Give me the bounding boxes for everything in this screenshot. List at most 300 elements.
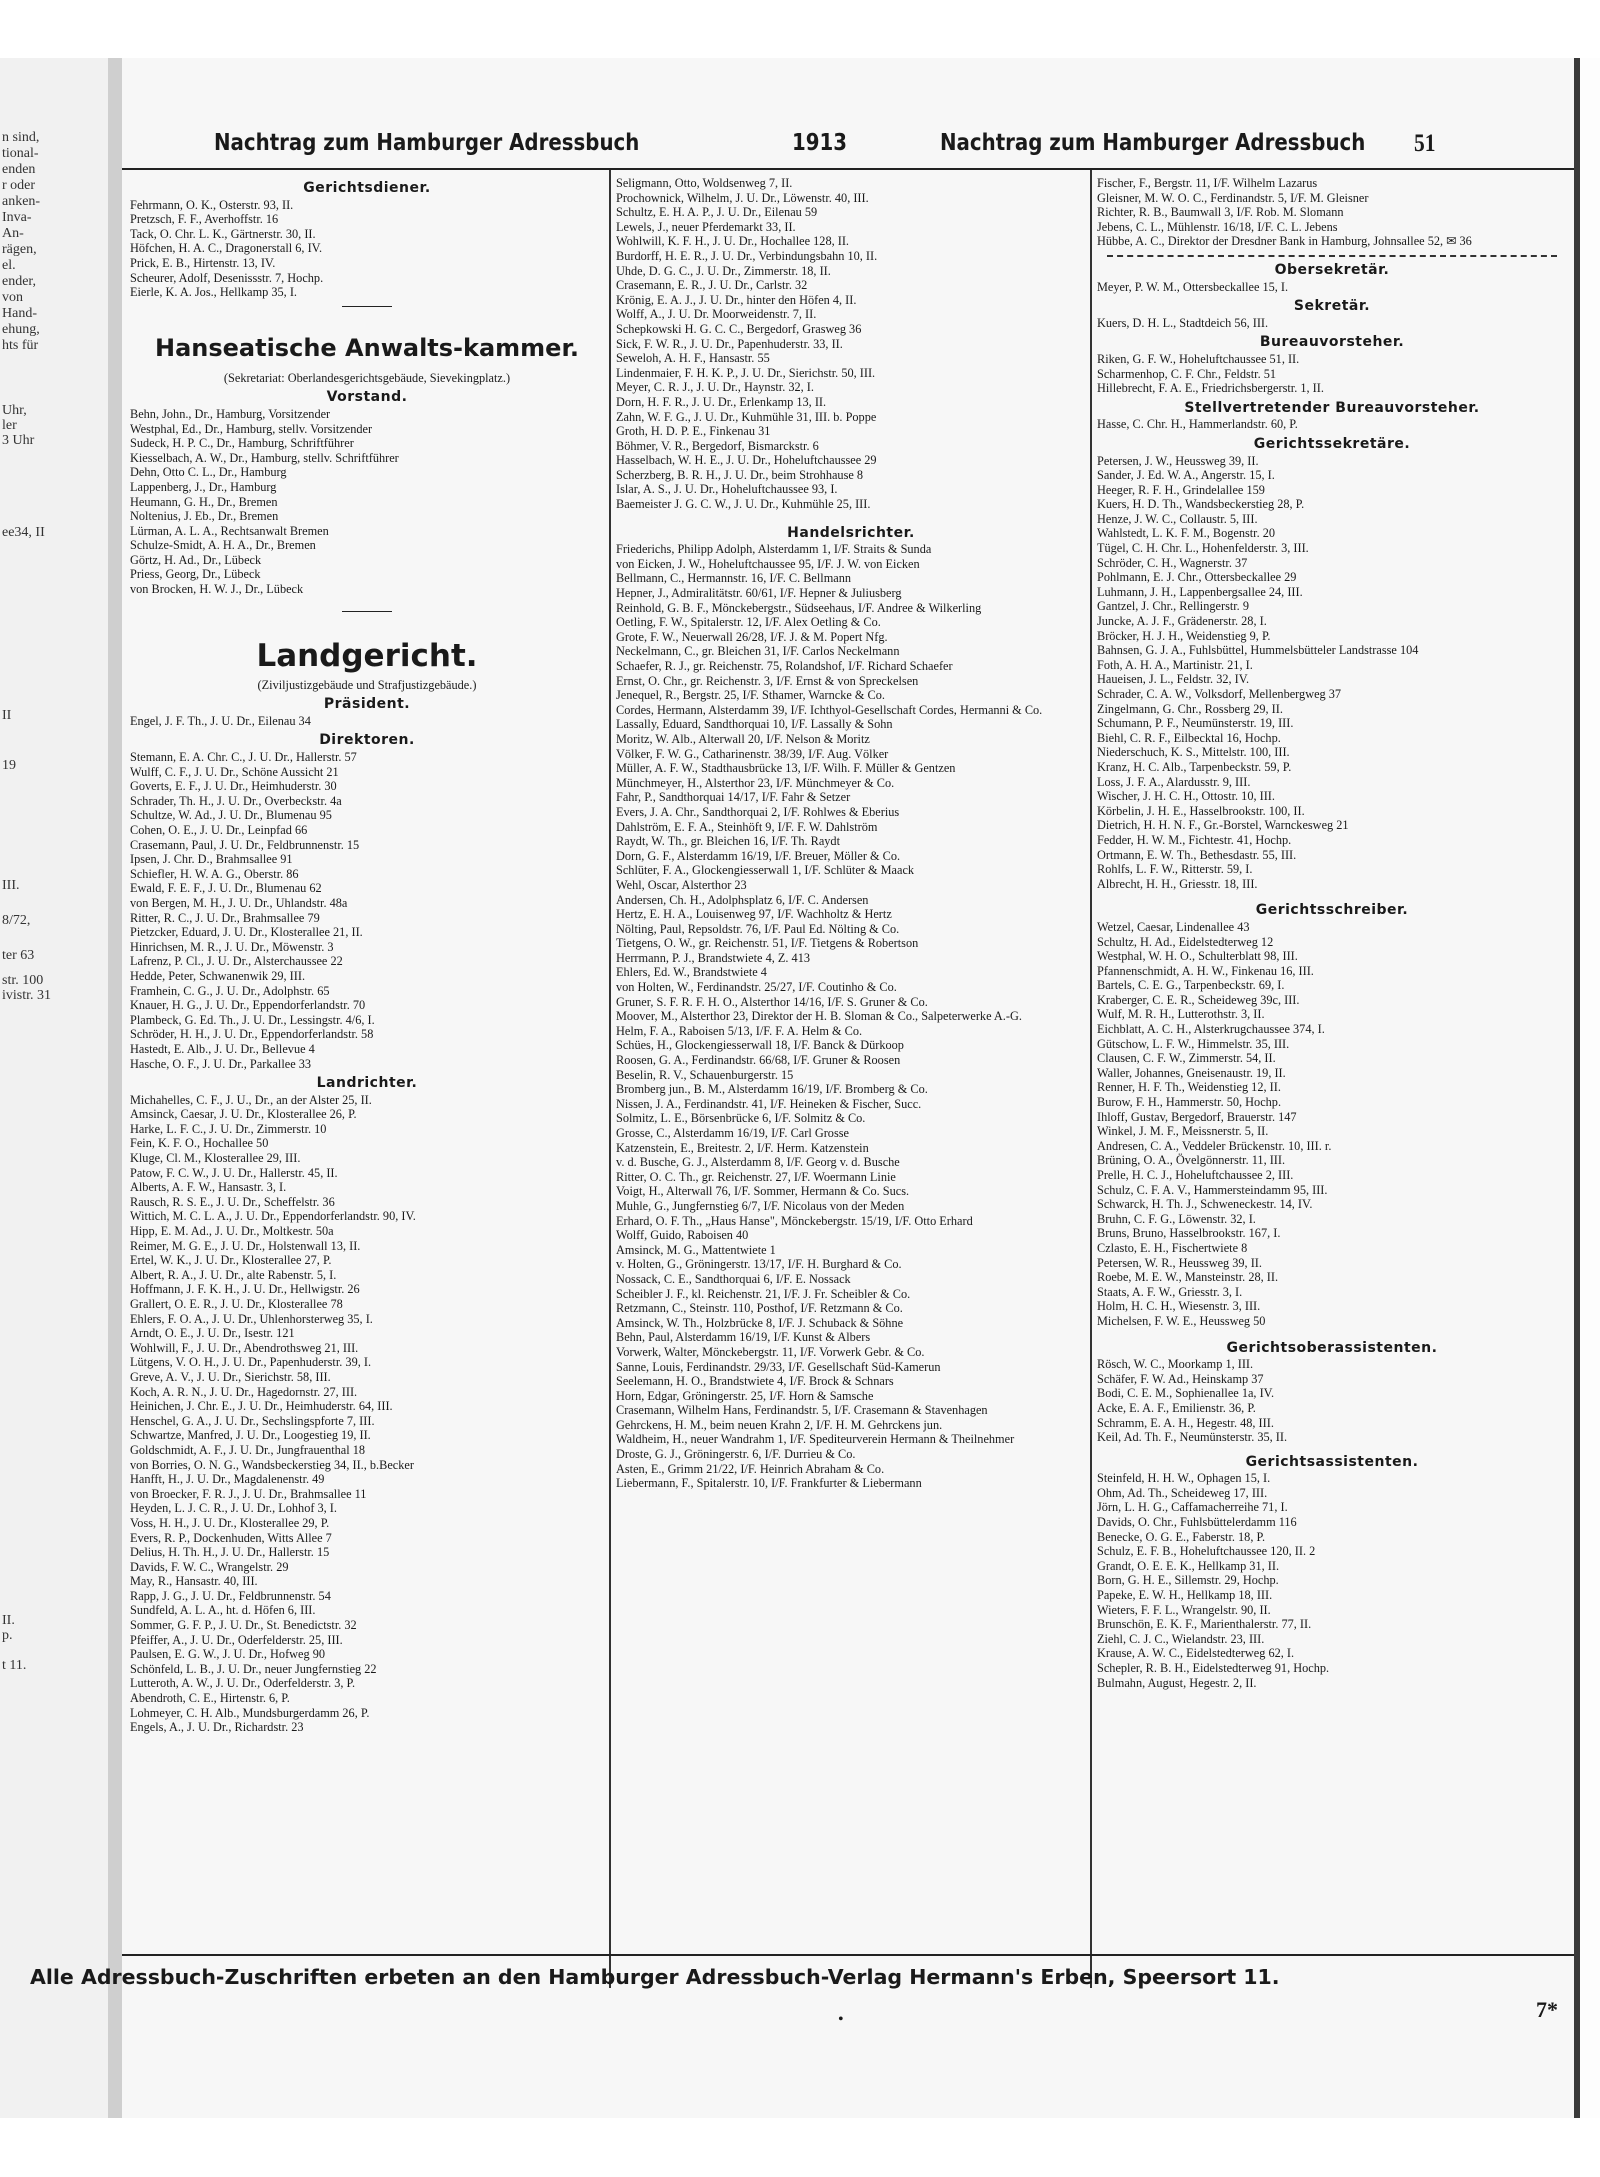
directory-entry: Clausen, C. F. W., Zimmerstr. 54, II. xyxy=(1097,1051,1276,1066)
directory-entry: Keil, Ad. Th. F., Neumünsterstr. 35, II. xyxy=(1097,1430,1288,1445)
directory-entry: Winkel, J. M. F., Meissnerstr. 5, II. xyxy=(1097,1124,1269,1139)
directory-entry: Greve, A. V., J. U. Dr., Sierichstr. 58, III. xyxy=(130,1369,331,1384)
directory-entry: Erhard, O. F. Th., „Haus Hanse", Mönckebergstr. 15/19, I/F. Otto Erhard xyxy=(616,1213,973,1228)
list-gerichtsassistenten xyxy=(1097,1471,1567,1690)
directory-entry: Wolff, Guido, Raboisen 40 xyxy=(616,1228,749,1243)
dashed-divider xyxy=(1107,255,1557,257)
directory-entry: Wetzel, Caesar, Lindenallee 43 xyxy=(1097,919,1250,934)
running-header xyxy=(122,126,1574,166)
directory-entry: von Borries, O. N. G., Wandsbeckerstieg 34, II., b.Becker xyxy=(130,1457,414,1472)
directory-entry: Schröder, H. H., J. U. Dr., Eppendorferlandstr. 58 xyxy=(130,1027,374,1042)
directory-entry: Hinrichsen, M. R., J. U. Dr., Möwenstr. 3 xyxy=(130,939,334,954)
directory-entry: Acke, E. A. F., Emilienstr. 36, P. xyxy=(1097,1400,1256,1415)
directory-entry: Burow, F. H., Hammerstr. 50, Hochp. xyxy=(1097,1095,1282,1110)
margin-fragment: str. 100 xyxy=(2,973,44,988)
directory-entry: Wahlstedt, L. K. F. M., Bogenstr. 20 xyxy=(1097,526,1276,541)
directory-entry: Kraberger, C. E. R., Scheideweg 39c, III. xyxy=(1097,992,1300,1007)
directory-entry: Hillebrecht, F. A. E., Friedrichsbergerstr. 1, II. xyxy=(1097,381,1324,396)
directory-entry: Solmitz, L. E., Börsenbrücke 6, I/F. Solmitz & Co. xyxy=(616,1111,866,1126)
section-title-handelsrichter: Handelsrichter. xyxy=(787,524,915,541)
header-rule xyxy=(122,168,1574,170)
directory-entry: Lutteroth, A. W., J. U. Dr., Oderfelderstr. 3, P. xyxy=(130,1676,356,1691)
directory-entry: Rausch, R. S. E., J. U. Dr., Scheffelstr. 36 xyxy=(130,1194,335,1209)
directory-entry: Evers, R. P., Dockenhuden, Witts Allee 7 xyxy=(130,1530,332,1545)
directory-entry: Lassally, Eduard, Sandthorquai 10, I/F. Lassally & Sohn xyxy=(616,717,893,732)
directory-entry: May, R., Hansastr. 40, III. xyxy=(130,1574,258,1589)
directory-entry: Waller, Johannes, Gneisenaustr. 19, II. xyxy=(1097,1065,1286,1080)
directory-entry: Patow, F. C. W., J. U. Dr., Hallerstr. 45, II. xyxy=(130,1165,338,1180)
directory-entry: von Eicken, J. W., Hoheluftchaussee 95, I/F. J. W. von Eicken xyxy=(616,556,920,571)
section-title-bureauvorsteher: Bureauvorsteher. xyxy=(1259,334,1405,351)
directory-entry: Sander, J. Ed. W. A., Angerstr. 15, I. xyxy=(1097,468,1275,483)
footer-rule xyxy=(122,1954,1574,1956)
directory-entry: Juncke, A. J. F., Grädenerstr. 28, I. xyxy=(1097,614,1267,629)
margin-fragment: II. xyxy=(2,1613,15,1628)
directory-entry: Groth, H. D. P. E., Finkenau 31 xyxy=(616,424,771,439)
directory-entry: Eichblatt, A. C. H., Alsterkrugchaussee 374, I. xyxy=(1097,1022,1325,1037)
directory-entry: Andresen, C. A., Veddeler Brückenstr. 10, III. r. xyxy=(1097,1138,1332,1153)
list-gerichtsdiener xyxy=(130,198,604,300)
directory-entry: von Brocken, H. W. J., Dr., Lübeck xyxy=(130,582,304,597)
adjacent-page-fragment xyxy=(0,58,112,2118)
header-title-right: Nachtrag zum Hamburger Adressbuch xyxy=(940,130,1366,156)
directory-entry: Moover, M., Alsterthor 23, Direktor der H. B. Sloman & Co., Salpeterwerke A.-G. xyxy=(616,1009,1022,1024)
directory-entry: Lürman, A. L. A., Rechtsanwalt Bremen xyxy=(130,523,329,538)
directory-entry: Herrmann, P. J., Brandstwiete 4, Z. 413 xyxy=(616,950,810,965)
list-sekretaer xyxy=(1097,316,1567,331)
margin-fragment: anken- xyxy=(2,194,41,209)
directory-entry: Engels, A., J. U. Dr., Richardstr. 23 xyxy=(130,1720,304,1735)
section-title-vorstand: Vorstand. xyxy=(326,389,408,406)
directory-entry: Gantzel, J. Chr., Rellingerstr. 9 xyxy=(1097,599,1249,614)
directory-entry: Kiesselbach, A. W., Dr., Hamburg, stellv. Schriftführer xyxy=(130,450,399,465)
directory-entry: Gleisner, M. W. O. C., Ferdinandstr. 5, I/F. M. Gleisner xyxy=(1097,190,1369,205)
signature-mark: 7* xyxy=(1536,1997,1558,2022)
list-gerichtsschreiber xyxy=(1097,920,1567,1329)
directory-entry: Tack, O. Chr. L. K., Gärtnerstr. 30, II. xyxy=(130,226,316,241)
directory-entry: Ehlers, Ed. W., Brandstwiete 4 xyxy=(616,965,767,980)
directory-entry: Schäfer, F. W. Ad., Heinskamp 37 xyxy=(1097,1371,1264,1386)
margin-fragment: ler xyxy=(2,418,17,433)
directory-entry: Hanfft, H., J. U. Dr., Magdalenenstr. 49 xyxy=(130,1472,325,1487)
directory-entry: Krause, A. W. C., Eidelstedterweg 62, I. xyxy=(1097,1646,1295,1661)
directory-entry: Davids, O. Chr., Fuhlsbüttelerdamm 116 xyxy=(1097,1515,1297,1530)
directory-entry: Dorn, G. F., Alsterdamm 16/19, I/F. Breuer, Möller & Co. xyxy=(616,848,901,863)
directory-entry: Ohm, Ad. Th., Scheideweg 17, III. xyxy=(1097,1485,1268,1500)
directory-entry: Baemeister J. G. C. W., J. U. Dr., Kuhmühle 25, III. xyxy=(616,497,871,512)
directory-entry: Kuers, H. D. Th., Wandsbeckerstieg 28, P. xyxy=(1097,497,1305,512)
directory-entry: Scheurer, Adolf, Desenissstr. 7, Hochp. xyxy=(130,270,324,285)
directory-entry: Amsinck, W. Th., Holzbrücke 8, I/F. J. Schuback & Söhne xyxy=(616,1315,904,1330)
directory-entry: Friederichs, Philipp Adolph, Alsterdamm 1, I/F. Straits & Sunda xyxy=(616,542,932,557)
list-gerichtssekretaere xyxy=(1097,454,1567,892)
directory-entry: Nissen, J. A., Ferdinandstr. 41, I/F. Heineken & Fischer, Succ. xyxy=(616,1096,922,1111)
directory-entry: Fahr, P., Sandthorquai 14/17, I/F. Fahr & Setzer xyxy=(616,790,851,805)
directory-entry: Biehl, C. R. F., Eilbecktal 16, Hochp. xyxy=(1097,730,1281,745)
directory-entry: Wischer, J. H. C. H., Ottostr. 10, III. xyxy=(1097,789,1275,804)
directory-entry: Lappenberg, J., Dr., Hamburg xyxy=(130,479,277,494)
margin-fragment: el. xyxy=(2,258,16,273)
directory-entry: Tietgens, O. W., gr. Reichenstr. 51, I/F. Tietgens & Robertson xyxy=(616,936,919,951)
directory-entry: Brunschön, E. K. F., Marienthalerstr. 77, II. xyxy=(1097,1617,1312,1632)
directory-entry: Prelle, H. C. J., Hoheluftchaussee 2, III. xyxy=(1097,1168,1294,1182)
list-handelsrichter xyxy=(616,542,1086,1491)
section-title-landrichter: Landrichter. xyxy=(316,1075,418,1092)
margin-fragment: rägen, xyxy=(2,242,37,257)
directory-entry: Kluge, Cl. M., Klosterallee 29, III. xyxy=(130,1151,301,1166)
directory-entry: Hasse, C. Chr. H., Hammerlandstr. 60, P. xyxy=(1097,417,1298,432)
margin-fragment: 8/72, xyxy=(2,913,31,928)
directory-entry: Bromberg jun., B. M., Alsterdamm 16/19, I/F. Bromberg & Co. xyxy=(616,1082,928,1097)
directory-entry: Zingelmann, G. Chr., Rossberg 29, II. xyxy=(1097,701,1283,716)
section-title-gerichtsdiener: Gerichtsdiener. xyxy=(303,180,431,196)
directory-entry: Davids, F. W. C., Wrangelstr. 29 xyxy=(130,1559,289,1574)
directory-entry: Bruns, Bruno, Hasselbrookstr. 167, I. xyxy=(1097,1226,1281,1241)
directory-entry: Schües, H., Glockengiesserwall 18, I/F. Banck & Dürkoop xyxy=(616,1038,904,1053)
directory-entry: Schulz, C. F. A. V., Hammersteindamm 95, III. xyxy=(1097,1182,1328,1197)
directory-entry: Heumann, G. H., Dr., Bremen xyxy=(130,494,278,509)
directory-entry: Katzenstein, E., Breitestr. 2, I/F. Herm. Katzenstein xyxy=(616,1140,869,1155)
directory-entry: Amsinck, M. G., Mattentwiete 1 xyxy=(616,1242,776,1257)
directory-entry: Niederschuch, K. S., Mittelstr. 100, III. xyxy=(1097,745,1290,760)
directory-entry: Prick, E. B., Hirtenstr. 13, IV. xyxy=(130,255,276,270)
directory-entry: Kranz, H. C. Alb., Tarpenbeckstr. 59, P. xyxy=(1097,759,1292,774)
directory-entry: Ipsen, J. Chr. D., Brahmsallee 91 xyxy=(130,852,293,867)
divider xyxy=(342,611,392,612)
directory-entry: Rohlfs, L. F. W., Ritterstr. 59, I. xyxy=(1097,862,1253,877)
directory-entry: von Holten, W., Ferdinandstr. 25/27, I/F. Coutinho & Co. xyxy=(616,980,897,995)
directory-entry: Scherzberg, B. R. H., J. U. Dr., beim Strohhause 8 xyxy=(616,467,864,482)
section-subtitle-anwaltskammer: (Sekretariat: Oberlandesgerichtsgebäude, Sievekingplatz.) xyxy=(223,370,511,385)
list-landrichter xyxy=(130,1093,604,1735)
directory-entry: Evers, J. A. Chr., Sandthorquai 2, I/F. Rohlwes & Eberius xyxy=(616,804,900,819)
directory-entry: Gehrckens, H. M., beim neuen Krahn 2, I/F. H. M. Gehrckens jun. xyxy=(616,1417,943,1432)
directory-entry: Ehlers, F. O. A., J. U. Dr., Uhlenhorsterweg 35, I. xyxy=(130,1311,373,1326)
directory-entry: Sundfeld, A. L. A., ht. d. Höfen 6, III. xyxy=(130,1603,316,1618)
margin-fragment: III. xyxy=(2,878,20,893)
directory-entry: Bulmahn, August, Hegestr. 2, II. xyxy=(1097,1675,1257,1690)
directory-entry: Westphal, Ed., Dr., Hamburg, stellv. Vorsitzender xyxy=(130,421,373,436)
scan-margin-bottom xyxy=(0,2118,1600,2177)
directory-entry: Pretzsch, F. F., Averhoffstr. 16 xyxy=(130,212,279,227)
directory-entry: Schulz, E. F. B., Hoheluftchaussee 120, II. 2 xyxy=(1097,1544,1316,1559)
section-title-direktoren: Direktoren. xyxy=(319,732,415,749)
directory-entry: Ewald, F. E. F., J. U. Dr., Blumenau 62 xyxy=(130,881,322,896)
header-title-left: Nachtrag zum Hamburger Adressbuch xyxy=(214,130,640,156)
directory-entry: Wulff, C. F., J. U. Dr., Schöne Aussicht 21 xyxy=(130,764,339,779)
directory-entry: Hastedt, E. Alb., J. U. Dr., Bellevue 4 xyxy=(130,1041,315,1056)
directory-entry: Schwartze, Manfred, J. U. Dr., Loogestieg 19, II. xyxy=(130,1428,371,1443)
directory-entry: Höfchen, H. A. C., Dragonerstall 6, IV. xyxy=(130,241,323,256)
directory-entry: Hepner, J., Admiralitätstr. 60/61, I/F. Hepner & Juliusberg xyxy=(616,586,902,601)
margin-fragment: 19 xyxy=(2,758,16,773)
directory-entry: v. d. Busche, G. J., Alsterdamm 8, I/F. Georg v. d. Busche xyxy=(616,1155,900,1170)
directory-entry: Voigt, H., Alterwall 76, I/F. Sommer, Hermann & Co. Sucs. xyxy=(616,1184,910,1199)
margin-fragment: hts für xyxy=(2,338,39,353)
directory-entry: Michahelles, C. F., J. U., Dr., an der Alster 25, II. xyxy=(130,1092,372,1107)
section-title-obersekretaer: Obersekretär. xyxy=(1274,261,1390,278)
directory-entry: Czlasto, E. H., Fischertwiete 8 xyxy=(1097,1240,1248,1255)
directory-entry: Nossack, C. E., Sandthorquai 6, I/F. E. Nossack xyxy=(616,1271,851,1286)
directory-entry: Abendroth, C. E., Hirtenstr. 6, P. xyxy=(130,1691,290,1706)
directory-entry: Neckelmann, C., gr. Bleichen 31, I/F. Carlos Neckelmann xyxy=(616,644,900,659)
directory-entry: Grallert, O. E. R., J. U. Dr., Klosterallee 78 xyxy=(130,1297,343,1311)
section-title-gerichtsschreiber: Gerichtsschreiber. xyxy=(1255,902,1409,919)
list-stellv-bureauvorsteher xyxy=(1097,417,1567,432)
margin-fragment: 3 Uhr xyxy=(2,433,35,448)
directory-entry: Papeke, E. W. H., Hellkamp 18, III. xyxy=(1097,1588,1273,1603)
directory-entry: Fehrmann, O. K., Osterstr. 93, II. xyxy=(130,197,294,212)
list-gerichtsoberassistenten xyxy=(1097,1357,1567,1445)
directory-entry: Burdorff, H. E. R., J. U. Dr., Verbindungsbahn 10, II. xyxy=(616,248,878,263)
directory-entry: Hertz, E. H. A., Louisenweg 97, I/F. Wachholtz & Hertz xyxy=(616,907,892,922)
directory-entry: Cordes, Hermann, Alsterdamm 39, I/F. Ichthyol-Gesellschaft Cordes, Hermanni & Co. xyxy=(616,702,1043,717)
directory-entry: Crasemann, Wilhelm Hans, Ferdinandstr. 5, I/F. Crasemann & Stavenhagen xyxy=(616,1403,988,1418)
directory-entry: Wieters, F. F. L., Wrangelstr. 90, II. xyxy=(1097,1602,1271,1617)
bullet-mark: • xyxy=(838,2011,844,2028)
directory-entry: Bartels, C. E. G., Tarpenbeckstr. 69, I. xyxy=(1097,978,1285,993)
margin-fragment: Uhr, xyxy=(2,403,27,418)
directory-entry: Haueisen, J. L., Feldstr. 32, IV. xyxy=(1097,672,1250,687)
directory-entry: Bahnsen, G. J. A., Fuhlsbüttel, Hummelsbütteler Landstrasse 104 xyxy=(1097,643,1419,658)
directory-entry: Reimer, M. G. E., J. U. Dr., Holstenwall 13, II. xyxy=(130,1238,361,1253)
directory-entry: Pfeiffer, A., J. U. Dr., Oderfelderstr. 25, III. xyxy=(130,1632,343,1647)
margin-fragment: t 11. xyxy=(2,1658,27,1673)
directory-entry: Hasselbach, W. H. E., J. U. Dr., Hoheluftchaussee 29 xyxy=(616,453,877,468)
directory-entry: Gruner, S. F. R. F. H. O., Alsterthor 14/16, I/F. S. Gruner & Co. xyxy=(616,994,928,1009)
column-1 xyxy=(130,176,604,1735)
directory-entry: Crasemann, E. R., J. U. Dr., Carlstr. 32 xyxy=(616,278,808,293)
directory-entry: Zahn, W. F. G., J. U. Dr., Kuhmühle 31, III. b. Poppe xyxy=(616,409,877,424)
directory-entry: Fischer, F., Bergstr. 11, I/F. Wilhelm Lazarus xyxy=(1097,176,1318,190)
directory-entry: Ritter, O. C. Th., gr. Reichenstr. 27, I/F. Woermann Linie xyxy=(616,1169,896,1184)
directory-entry: Albert, R. A., J. U. Dr., alte Rabenstr. 5, I. xyxy=(130,1267,337,1282)
directory-entry: Westphal, W. H. O., Schulterblatt 98, III. xyxy=(1097,949,1298,964)
section-title-gerichtsassistenten: Gerichtsassistenten. xyxy=(1245,1453,1419,1470)
directory-entry: Born, G. H. E., Sillemstr. 29, Hochp. xyxy=(1097,1573,1279,1588)
directory-entry: Behn, John., Dr., Hamburg, Vorsitzender xyxy=(130,406,331,421)
directory-entry: Uhde, D. G. C., J. U. Dr., Zimmerstr. 18, II. xyxy=(616,263,831,278)
directory-entry: Seweloh, A. H. F., Hansastr. 55 xyxy=(616,351,770,366)
directory-entry: Lafrenz, P. Cl., J. U. Dr., Alsterchaussee 22 xyxy=(130,954,343,969)
list-praesident xyxy=(130,714,604,729)
margin-fragment: II xyxy=(2,708,12,723)
directory-entry: Renner, H. F. Th., Weidenstieg 12, II. xyxy=(1097,1080,1281,1095)
directory-entry: Rapp, J. G., J. U. Dr., Feldbrunnenstr. 54 xyxy=(130,1588,331,1603)
directory-entry: Sanne, Louis, Ferdinandstr. 29/33, I/F. Gesellschaft Süd-Kamerun xyxy=(616,1359,941,1374)
list-col3-continued xyxy=(1097,176,1567,249)
directory-entry: Hübbe, A. C., Direktor der Dresdner Bank in Hamburg, Johnsallee 52, ✉ 36 xyxy=(1097,234,1472,249)
directory-entry: Loss, J. F. A., Alardusstr. 9, III. xyxy=(1097,774,1251,789)
directory-entry: Müller, A. F. W., Stadthausbrücke 13, I/F. Wilh. F. Müller & Gentzen xyxy=(616,761,956,776)
directory-entry: Helm, F. A., Raboisen 5/13, I/F. F. A. Helm & Co. xyxy=(616,1023,863,1038)
directory-entry: Riken, G. F. W., Hoheluftchaussee 51, II. xyxy=(1097,351,1300,366)
list-bureauvorsteher xyxy=(1097,352,1567,396)
directory-entry: Voss, H. H., J. U. Dr., Klosterallee 29, P. xyxy=(130,1515,330,1530)
directory-entry: Jörn, L. H. G., Caffamacherreihe 71, I. xyxy=(1097,1500,1288,1515)
margin-fragment: von xyxy=(2,290,23,305)
directory-entry: Jebens, C. L., Mühlenstr. 16/18, I/F. C. L. Jebens xyxy=(1097,219,1338,234)
directory-entry: Ertel, W. K., J. U. Dr., Klosterallee 27, P. xyxy=(130,1253,332,1268)
margin-fragment: ehung, xyxy=(2,322,40,337)
directory-entry: Schröder, C. H., Wagnerstr. 37 xyxy=(1097,555,1248,570)
directory-entry: Behn, Paul, Alsterdamm 16/19, I/F. Kunst & Albers xyxy=(616,1330,871,1345)
margin-fragment: ter 63 xyxy=(2,948,35,963)
directory-entry: Framhein, C. G., J. U. Dr., Adolphstr. 65 xyxy=(130,983,330,998)
directory-entry: Islar, A. S., J. U. Dr., Hoheluftchaussee 93, I. xyxy=(616,482,838,497)
directory-entry: Knauer, H. G., J. U. Dr., Eppendorferlandstr. 70 xyxy=(130,998,366,1013)
directory-entry: Roosen, G. A., Ferdinandstr. 66/68, I/F. Gruner & Roosen xyxy=(616,1053,901,1068)
list-col2-continued xyxy=(616,176,1086,512)
directory-entry: Bodi, C. E. M., Sophienallee 1a, IV. xyxy=(1097,1386,1275,1401)
directory-entry: Scheibler J. F., kl. Reichenstr. 21, I/F. J. Fr. Scheibler & Co. xyxy=(616,1286,911,1301)
margin-fragment: tional- xyxy=(2,146,39,161)
directory-entry: Petersen, W. R., Heussweg 39, II. xyxy=(1097,1255,1262,1270)
footer-notice: Alle Adressbuch-Zuschriften erbeten an den Hamburger Adressbuch-Verlag Hermann's Erben, Speersort 11. xyxy=(30,1965,1280,1989)
directory-entry: Arndt, O. E., J. U. Dr., Isestr. 121 xyxy=(130,1326,295,1341)
directory-entry: Nölting, Paul, Repsoldstr. 76, I/F. Paul Ed. Nölting & Co. xyxy=(616,921,900,936)
directory-entry: Meyer, C. R. J., J. U. Dr., Haynstr. 32, I. xyxy=(616,380,814,395)
directory-entry: Hedde, Peter, Schwanenwik 29, III. xyxy=(130,968,306,983)
directory-entry: Schlüter, F. A., Glockengiesserwall 1, I/F. Schlüter & Maack xyxy=(616,863,915,878)
directory-entry: Harke, L. F. C., J. U. Dr., Zimmerstr. 10 xyxy=(130,1121,327,1136)
directory-entry: Henschel, G. A., J. U. Dr., Sechslingspforte 7, III. xyxy=(130,1413,375,1428)
directory-entry: Luhmann, J. H., Lappenbergsallee 24, III. xyxy=(1097,584,1303,599)
directory-entry: Plambeck, G. Ed. Th., J. U. Dr., Lessingstr. 4/6, I. xyxy=(130,1012,375,1027)
directory-entry: Horn, Edgar, Gröningerstr. 25, I/F. Horn & Samsche xyxy=(616,1388,874,1403)
directory-entry: Schumann, P. F., Neumünsterstr. 19, III. xyxy=(1097,716,1294,731)
directory-entry: Bruhn, C. F. G., Löwenstr. 32, I. xyxy=(1097,1211,1256,1226)
directory-entry: Ernst, O. Chr., gr. Reichenstr. 3, I/F. Ernst & von Spreckelsen xyxy=(616,673,919,688)
directory-entry: Bellmann, C., Hermannstr. 16, I/F. C. Bellmann xyxy=(616,571,852,586)
directory-entry: Schultze, W. Ad., J. U. Dr., Blumenau 95 xyxy=(130,808,332,823)
section-title-gerichtsoberassistenten: Gerichtsoberassistenten. xyxy=(1226,1339,1438,1356)
directory-entry: Paulsen, E. G. W., J. U. Dr., Hofweg 90 xyxy=(130,1647,326,1662)
directory-entry: von Broecker, F. R. J., J. U. Dr., Brahmsallee 11 xyxy=(130,1486,367,1501)
margin-fragment: ivistr. 31 xyxy=(2,988,52,1003)
directory-entry: Koch, A. R. N., J. U. Dr., Hagedornstr. 27, III. xyxy=(130,1384,358,1399)
margin-fragment: enden xyxy=(2,162,36,177)
directory-entry: Oetling, F. W., Spitalerstr. 12, I/F. Alex Oetling & Co. xyxy=(616,615,881,630)
directory-entry: Sudeck, H. P. C., Dr., Hamburg, Schriftführer xyxy=(130,436,354,451)
directory-entry: Schrader, C. A. W., Volksdorf, Mellenbergweg 37 xyxy=(1097,687,1342,701)
directory-entry: Raydt, W. Th., gr. Bleichen 16, I/F. Th. Raydt xyxy=(616,834,840,849)
directory-entry: Andersen, Ch. H., Adolphsplatz 6, I/F. C. Andersen xyxy=(616,892,869,907)
section-title-stellv-bureauvorsteher: Stellvertretender Bureauvorsteher. xyxy=(1184,399,1480,416)
column-3 xyxy=(1097,176,1567,1690)
directory-entry: Heeger, R. F. H., Grindelallee 159 xyxy=(1097,482,1265,497)
directory-entry: Kuers, D. H. L., Stadtdeich 56, III. xyxy=(1097,315,1269,330)
directory-entry: Heinichen, J. Chr. E., J. U. Dr., Heimhuderstr. 64, III. xyxy=(130,1399,393,1414)
directory-entry: Wehl, Oscar, Alsterthor 23 xyxy=(616,877,747,892)
directory-entry: Noltenius, J. Eb., Dr., Bremen xyxy=(130,509,279,524)
column-divider xyxy=(1090,170,1092,1988)
directory-entry: Pfannenschmidt, A. H. W., Finkenau 16, III. xyxy=(1097,963,1314,978)
margin-fragment: p. xyxy=(2,1628,13,1643)
directory-entry: Gütschow, L. F. W., Himmelstr. 35, III. xyxy=(1097,1036,1290,1051)
directory-entry: Lohmeyer, C. H. Alb., Mundsburgerdamm 26, P. xyxy=(130,1705,370,1720)
list-direktoren xyxy=(130,750,604,1071)
margin-fragment: r oder xyxy=(2,178,36,193)
directory-entry: Tügel, C. H. Chr. L., Hohenfelderstr. 3, III. xyxy=(1097,541,1309,556)
directory-entry: Fein, K. F. O., Hochallee 50 xyxy=(130,1136,269,1151)
directory-entry: Wolff, A., J. U. Dr. Moorweidenstr. 7, II. xyxy=(616,307,817,322)
directory-entry: Alberts, A. F. W., Hansastr. 3, I. xyxy=(130,1180,287,1195)
section-title-landgericht: Landgericht. xyxy=(256,637,478,674)
directory-entry: Schultz, E. H. A. P., J. U. Dr., Eilenau 59 xyxy=(616,205,818,220)
directory-entry: Grandt, O. E. E. K., Hellkamp 31, II. xyxy=(1097,1558,1280,1573)
list-obersekretaer xyxy=(1097,280,1567,295)
section-title-anwaltskammer: Hanseatische Anwalts-kammer. xyxy=(154,333,579,362)
directory-entry: v. Holten, G., Gröningerstr. 13/17, I/F. H. Burghard & Co. xyxy=(616,1257,902,1272)
directory-entry: Fedder, H. W. M., Fichtestr. 41, Hochp. xyxy=(1097,832,1292,847)
directory-entry: Schiefler, H. W. A. G., Oberstr. 86 xyxy=(130,866,299,881)
directory-entry: Delius, H. Th. H., J. U. Dr., Hallerstr. 15 xyxy=(130,1545,330,1560)
directory-entry: Hasche, O. F., J. U. Dr., Parkallee 33 xyxy=(130,1056,312,1071)
directory-entry: Seligmann, Otto, Woldsenweg 7, II. xyxy=(616,176,793,190)
directory-entry: Asten, E., Grimm 21/22, I/F. Heinrich Abraham & Co. xyxy=(616,1461,885,1476)
scan-margin-top xyxy=(0,0,1600,58)
directory-entry: Dorn, H. F. R., J. U. Dr., Erlenkamp 13, II. xyxy=(616,394,827,409)
directory-entry: Henze, J. W. C., Collaustr. 5, III. xyxy=(1097,511,1258,526)
directory-entry: Waldheim, H., neuer Wandrahm 1, I/F. Spediteurverein Hermann & Theilnehmer xyxy=(616,1432,1015,1447)
directory-entry: Liebermann, F., Spitalerstr. 10, I/F. Frankfurter & Liebermann xyxy=(616,1476,922,1491)
directory-entry: Lütgens, V. O. H., J. U. Dr., Papenhuderstr. 39, I. xyxy=(130,1355,372,1370)
directory-entry: Droste, G. J., Gröningerstr. 6, I/F. Durrieu & Co. xyxy=(616,1447,856,1462)
directory-entry: Benecke, O. G. E., Faberstr. 18, P. xyxy=(1097,1529,1266,1544)
directory-entry: Engel, J. F. Th., J. U. Dr., Eilenau 34 xyxy=(130,713,311,728)
directory-entry: Wittich, M. C. L. A., J. U. Dr., Eppendorferlandstr. 90, IV. xyxy=(130,1209,416,1224)
directory-entry: Sommer, G. F. P., J. U. Dr., St. Benedictstr. 32 xyxy=(130,1618,357,1633)
directory-entry: Richter, R. B., Baumwall 3, I/F. Rob. M. Slomann xyxy=(1097,205,1344,220)
margin-fragment: Hand- xyxy=(2,306,37,321)
directory-entry: Amsinck, Caesar, J. U. Dr., Klosterallee 26, P. xyxy=(130,1107,357,1122)
directory-entry: Priess, Georg, Dr., Lübeck xyxy=(130,567,261,582)
directory-entry: Foth, A. H. A., Martinistr. 21, I. xyxy=(1097,657,1253,672)
directory-entry: Pohlmann, E. J. Chr., Ottersbeckallee 29 xyxy=(1097,570,1297,585)
directory-entry: Brüning, O. A., Övelgönnerstr. 11, III. xyxy=(1097,1153,1286,1168)
directory-entry: Eierle, K. A. Jos., Hellkamp 35, I. xyxy=(130,285,298,300)
directory-entry: Ihloff, Gustav, Bergedorf, Brauerstr. 147 xyxy=(1097,1109,1297,1124)
directory-entry: Meyer, P. W. M., Ottersbeckallee 15, I. xyxy=(1097,279,1289,294)
directory-entry: Michelsen, F. W. E., Heussweg 50 xyxy=(1097,1313,1266,1328)
directory-entry: Cohen, O. E., J. U. Dr., Leinpfad 66 xyxy=(130,823,308,837)
directory-entry: Wulf, M. R. H., Lutterothstr. 3, II. xyxy=(1097,1007,1265,1022)
directory-entry: Seelemann, H. O., Brandstwiete 4, I/F. Brock & Schnars xyxy=(616,1374,894,1389)
directory-entry: Hoffmann, J. F. K. H., J. U. Dr., Hellwigstr. 26 xyxy=(130,1282,360,1297)
directory-entry: Krönig, E. A. J., J. U. Dr., hinter den Höfen 4, II. xyxy=(616,292,857,307)
directory-entry: Rösch, W. C., Moorkamp 1, III. xyxy=(1097,1357,1254,1372)
directory-entry: Ziehl, C. J. C., Wielandstr. 23, III. xyxy=(1097,1631,1265,1646)
column-divider xyxy=(609,170,611,1988)
directory-entry: Stemann, E. A. Chr. C., J. U. Dr., Hallerstr. 57 xyxy=(130,750,357,765)
directory-entry: Pietzcker, Eduard, J. U. Dr., Klosterallee 21, II. xyxy=(130,925,363,940)
directory-entry: Muhle, G., Jungfernstieg 6/7, I/F. Nicolaus von der Meden xyxy=(616,1198,905,1213)
directory-entry: Völker, F. W. G., Catharinenstr. 38/39, I/F. Aug. Völker xyxy=(616,746,889,761)
section-title-sekretaer: Sekretär. xyxy=(1293,298,1371,315)
section-subtitle-landgericht: (Ziviljustizgebäude und Strafjustizgebäude.) xyxy=(257,677,477,692)
directory-entry: Heyden, L. J. C. R., J. U. Dr., Lohhof 3, I. xyxy=(130,1501,337,1516)
section-title-praesident: Präsident. xyxy=(323,696,411,713)
directory-entry: Bröcker, H. J. H., Weidenstieg 9, P. xyxy=(1097,628,1271,643)
directory-entry: Jenequel, R., Bergstr. 25, I/F. Sthamer, Warncke & Co. xyxy=(616,688,885,703)
directory-entry: Prochownick, Wilhelm, J. U. Dr., Löwenstr. 40, III. xyxy=(616,190,869,205)
margin-fragment: n sind, xyxy=(2,130,40,145)
directory-entry: Schulze-Smidt, A. H. A., Dr., Bremen xyxy=(130,538,316,553)
directory-entry: Reinhold, G. B. F., Mönckebergstr., Südseehaus, I/F. Andree & Wilkerling xyxy=(616,600,982,615)
directory-entry: Steinfeld, H. H. W., Ophagen 15, I. xyxy=(1097,1471,1271,1486)
page-number: 51 xyxy=(1414,130,1436,157)
